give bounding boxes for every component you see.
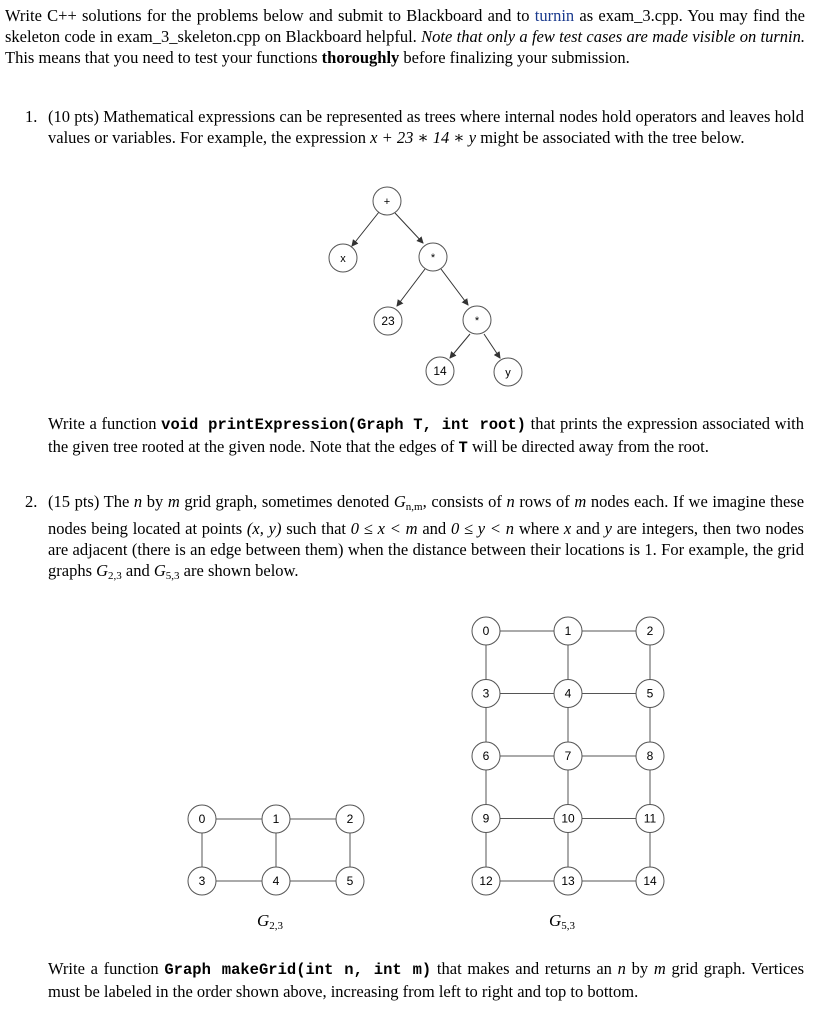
q2-text: by bbox=[142, 492, 168, 511]
question-1-number: 1. bbox=[25, 107, 38, 126]
tree-node-label: 23 bbox=[381, 314, 395, 328]
q2-text: grid graph, sometimes denoted bbox=[179, 492, 394, 511]
grid-g23 bbox=[188, 805, 364, 895]
q2-point: (x, y) bbox=[246, 519, 282, 538]
grid-node-label: 3 bbox=[482, 686, 490, 701]
q2-text: Write a function bbox=[48, 959, 165, 978]
q2-var-m: m bbox=[653, 959, 666, 978]
q2-text: grid graph. Vertices must be labeled in the order shown above, increasing from left to right and top to bottom. bbox=[48, 959, 805, 1001]
q2-var-m: m bbox=[574, 492, 587, 511]
tree-node-label: 14 bbox=[433, 364, 447, 378]
grid-node-label: 5 bbox=[646, 686, 654, 701]
q2-var-n: n bbox=[617, 959, 626, 978]
q2-var-x: x bbox=[563, 519, 572, 538]
caption-G: G bbox=[549, 911, 562, 930]
grid-node-label: 8 bbox=[646, 749, 654, 763]
grid-node-label: 7 bbox=[564, 749, 572, 763]
grid-g53 bbox=[472, 617, 664, 895]
grid-node-label: 5 bbox=[346, 874, 354, 888]
grid-node-label: 12 bbox=[479, 874, 493, 888]
q2-G: G bbox=[96, 561, 109, 580]
grid-node-label: 6 bbox=[482, 749, 490, 763]
grid-node-label: 4 bbox=[564, 686, 572, 701]
grid-node-label: 11 bbox=[643, 811, 657, 826]
q1-text-e: will be directed away from the root. bbox=[467, 437, 709, 456]
q1-expression: x + 23 ∗ 14 ∗ y bbox=[370, 128, 477, 147]
grid-node-label: 0 bbox=[482, 624, 490, 638]
q2-ineq: 0 ≤ x < m bbox=[350, 519, 418, 538]
q2-sub: 5,3 bbox=[165, 570, 180, 582]
q2-sub: n,m bbox=[405, 501, 423, 513]
intro-text-1: Write C++ solutions for the problems below and submit to Blackboard and to bbox=[5, 6, 535, 25]
grid-node-label: 2 bbox=[346, 812, 354, 826]
q2-text: and bbox=[121, 561, 154, 580]
grid-small-caption bbox=[257, 910, 283, 937]
q2-G: G bbox=[153, 561, 166, 580]
q2-text: (15 pts) The bbox=[48, 492, 134, 511]
intro-text-3: This means that you need to test your functions bbox=[5, 48, 322, 67]
q2-text: such that bbox=[281, 519, 351, 538]
q2-text: , consists of bbox=[422, 492, 507, 511]
q2-text: that makes and returns an bbox=[431, 959, 618, 978]
caption-G: G bbox=[257, 911, 270, 930]
tree-node-label: x bbox=[340, 253, 346, 265]
tree-node-label: + bbox=[383, 196, 391, 208]
grid-node-label: 0 bbox=[198, 812, 206, 826]
q2-text: are shown below. bbox=[179, 561, 299, 580]
q2-text: by bbox=[625, 959, 654, 978]
intro-strong: thoroughly bbox=[321, 48, 400, 67]
q2-code-signature: Graph makeGrid(int n, int m) bbox=[164, 961, 432, 979]
q1-text-d: that prints the expression associated with the given tree rooted at the given node. Note that the edges of bbox=[48, 414, 804, 456]
question-2-number: 2. bbox=[25, 492, 38, 511]
grid-node-label: 2 bbox=[646, 624, 654, 638]
q2-text: where bbox=[514, 519, 564, 538]
q2-var-n: n bbox=[506, 492, 515, 511]
grid-node-label: 9 bbox=[482, 811, 490, 826]
q2-text: nodes each. If we imagine these nodes being located at points bbox=[48, 492, 805, 538]
q2-sub: 2,3 bbox=[108, 570, 122, 582]
intro-text-2: as exam_3.cpp. You may find the skeleton code in exam_3_skeleton.cpp on Blackboard helpful. bbox=[5, 6, 805, 46]
q2-text: rows of bbox=[514, 492, 575, 511]
q1-text-c: Write a function bbox=[48, 414, 162, 433]
intro-note: Note that only a few test cases are made visible on turnin. bbox=[421, 27, 805, 46]
grid-large-caption bbox=[549, 910, 575, 937]
grid-node-label: 14 bbox=[643, 874, 657, 888]
q2-var-m: m bbox=[167, 492, 180, 511]
grid-node-label: 3 bbox=[198, 874, 206, 888]
q2-var-y: y bbox=[604, 519, 612, 538]
caption-sub: 5,3 bbox=[561, 920, 576, 932]
q2-var-n: n bbox=[133, 492, 143, 511]
q1-text-a: (10 pts) Mathematical expressions can be represented as trees where internal nodes hold operators and leaves hold values or variables. For example, the expression bbox=[48, 107, 804, 147]
q2-text: and bbox=[571, 519, 605, 538]
tree-node-label: * bbox=[430, 252, 436, 264]
tree-node-label: * bbox=[474, 315, 480, 327]
q1-code-signature: void printExpression(Graph T, int root) bbox=[161, 416, 526, 434]
caption-sub: 2,3 bbox=[269, 920, 284, 932]
q2-G: G bbox=[393, 492, 406, 511]
grid-node-label: 4 bbox=[272, 874, 280, 888]
q2-text: are integers, then two nodes are adjacent (there is an edge between them) when the distance between their locations is 1. For example, the grid graphs bbox=[48, 519, 804, 580]
grid-node-label: 1 bbox=[272, 812, 280, 826]
grid-node-label: 13 bbox=[561, 874, 575, 888]
grid-node-label: 10 bbox=[561, 811, 575, 826]
q2-text: and bbox=[417, 519, 451, 538]
q1-code-T: T bbox=[458, 439, 468, 457]
tree-node-label: y bbox=[505, 367, 511, 379]
grid-node-label: 1 bbox=[564, 624, 572, 638]
question-2-task bbox=[48, 958, 804, 1002]
intro-text-4: before finalizing your submission. bbox=[399, 48, 630, 67]
turnin-link[interactable]: turnin bbox=[534, 6, 575, 25]
q2-ineq: 0 ≤ y < n bbox=[450, 519, 515, 538]
q1-text-b: might be associated with the tree below. bbox=[476, 128, 745, 147]
